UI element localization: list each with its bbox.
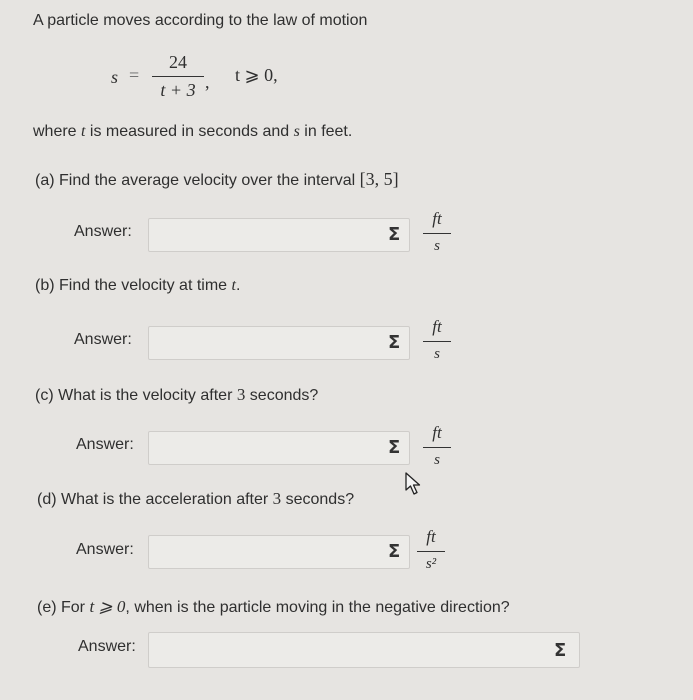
question-d [37, 489, 354, 509]
units-description [33, 123, 352, 141]
unit-b-num: ft [432, 317, 442, 336]
unit-c-bar [423, 447, 451, 448]
question-a [35, 169, 399, 190]
unit-a-bar [423, 233, 451, 234]
fraction-numerator: 24 [169, 52, 187, 72]
answer-c-input[interactable] [148, 431, 410, 465]
question-a-math: [3, 5] [359, 169, 399, 189]
answer-c-label: Answer: [76, 436, 134, 453]
question-a-text: (a) Find the average velocity over the interval [35, 172, 360, 189]
fraction-denominator: t + 3 [160, 80, 196, 100]
unit-b-bar [423, 341, 451, 342]
problem-intro: A particle moves according to the law of motion [33, 12, 368, 29]
formula-equals: = [129, 65, 140, 85]
answer-a-input[interactable] [148, 218, 410, 252]
question-c-tail: seconds? [245, 387, 319, 404]
sigma-icon[interactable]: Σ [554, 640, 567, 661]
question-b-math: t [231, 277, 236, 294]
unit-b-den: s [434, 346, 440, 362]
unit-d-den: s² [425, 556, 437, 572]
answer-d-label: Answer: [76, 541, 134, 558]
sigma-icon[interactable]: Σ [388, 224, 401, 245]
mouse-pointer-icon [404, 471, 424, 497]
where-t: t [81, 123, 86, 140]
where-s: s [293, 123, 300, 140]
question-e-math: t ⩾ 0 [89, 597, 126, 616]
unit-c-den: s [434, 452, 440, 468]
formula-s: s [111, 67, 119, 87]
question-c [35, 385, 318, 405]
answer-a-label: Answer: [74, 223, 132, 240]
question-b [35, 277, 240, 295]
answer-e-label: Answer: [78, 638, 136, 655]
question-e [37, 597, 510, 617]
unit-c-num: ft [432, 423, 442, 442]
unit-a-num: ft [432, 209, 442, 228]
answer-b-unit [419, 317, 455, 363]
where-prefix: where [33, 123, 82, 140]
question-d-tail: seconds? [281, 491, 355, 508]
answer-c-unit [419, 423, 455, 469]
question-e-tail: , when is the particle moving in the negative direction? [125, 599, 510, 616]
question-d-math: 3 [272, 489, 282, 508]
answer-b-label: Answer: [74, 331, 132, 348]
answer-d-input[interactable] [148, 535, 410, 569]
sigma-icon[interactable]: Σ [388, 437, 401, 458]
answer-b-input[interactable] [148, 326, 410, 360]
answer-d-unit [413, 527, 449, 573]
question-b-tail: . [235, 277, 241, 294]
sigma-icon[interactable]: Σ [388, 332, 401, 353]
answer-e-input[interactable] [148, 632, 580, 668]
question-b-text: (b) Find the velocity at time [35, 277, 232, 294]
answer-a-unit [419, 209, 455, 255]
fraction-bar [152, 76, 204, 77]
formula-fraction [152, 52, 204, 101]
sigma-icon[interactable]: Σ [388, 541, 401, 562]
question-c-math: 3 [236, 385, 246, 404]
formula-comma: , [205, 72, 210, 92]
formula-condition: t ⩾ 0, [235, 65, 278, 85]
question-e-text: (e) For [37, 599, 90, 616]
unit-a-den: s [434, 238, 440, 254]
question-c-text: (c) What is the velocity after [35, 387, 237, 404]
unit-d-bar [417, 551, 445, 552]
where-mid: is measured in seconds and [85, 123, 294, 140]
where-suffix: in feet. [299, 123, 353, 140]
question-d-text: (d) What is the acceleration after [37, 491, 273, 508]
unit-d-num: ft [426, 527, 436, 546]
